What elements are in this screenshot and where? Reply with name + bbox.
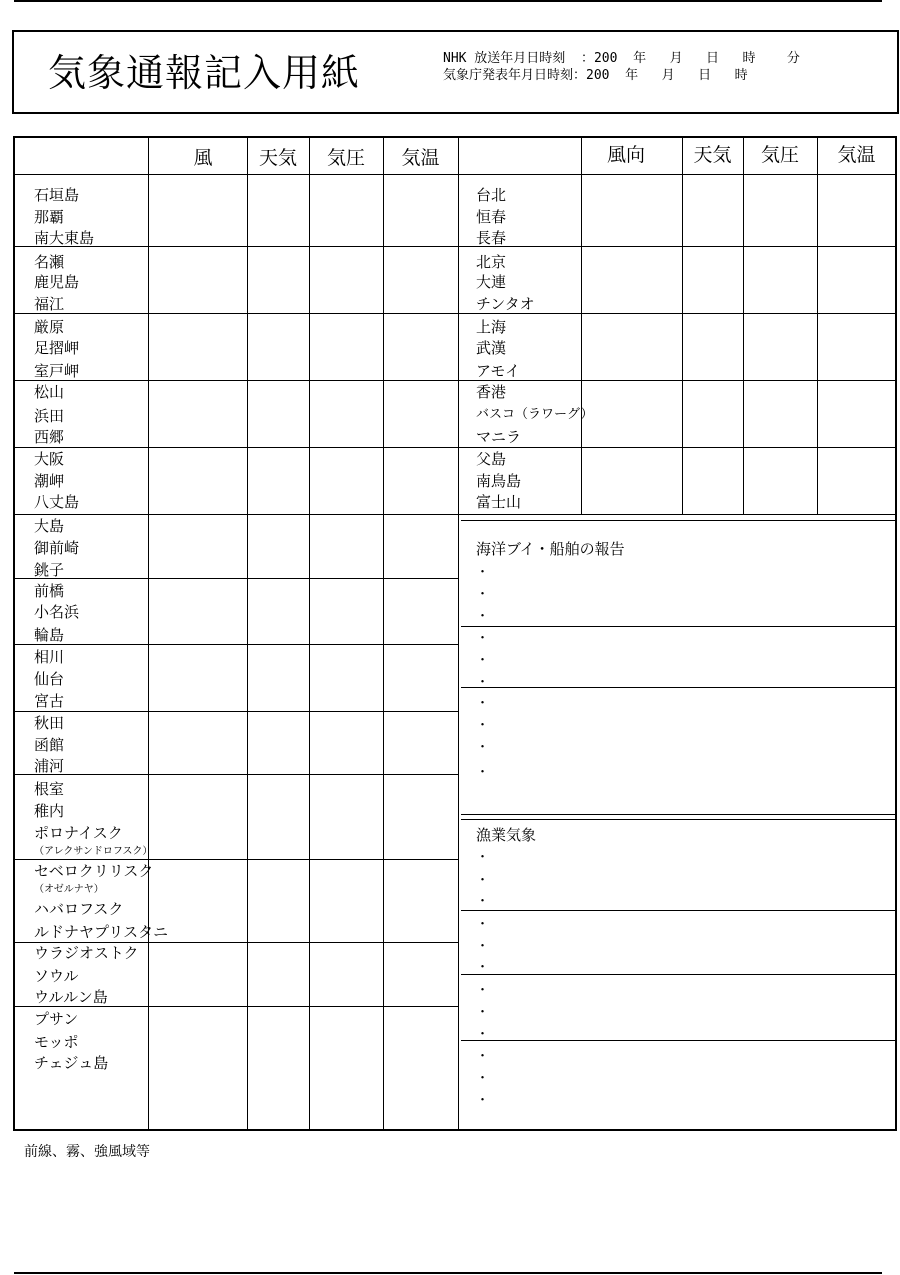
- buoy-divider: [461, 687, 896, 688]
- station-name: 足摺岬: [34, 339, 80, 357]
- station-name: プサン: [34, 1010, 79, 1028]
- station-name: 香港: [476, 383, 507, 401]
- left-row-divider: [14, 774, 458, 775]
- station-name: ポロナイスク: [34, 824, 123, 842]
- left-col-line-1: [148, 137, 149, 1130]
- station-name: 南大東島: [34, 229, 95, 247]
- station-name: 前橋: [34, 582, 65, 600]
- bullet: ・: [476, 675, 490, 690]
- station-name: ソウル: [34, 967, 79, 985]
- fishery-top-divider: [461, 819, 896, 820]
- bullet: ・: [476, 631, 490, 646]
- buoy-divider: [461, 626, 896, 627]
- station-name: 恒春: [476, 208, 507, 226]
- station-name: 松山: [34, 383, 65, 401]
- left-row-divider: [14, 942, 458, 943]
- station-name: チェジュ島: [34, 1054, 109, 1072]
- left-header-temp: 気温: [401, 147, 440, 169]
- left-row-divider: [14, 447, 458, 448]
- station-name: 武漢: [476, 339, 507, 357]
- bullet: ・: [476, 565, 490, 580]
- station-name: 大島: [34, 517, 65, 535]
- bullet: ・: [476, 894, 490, 909]
- station-name: アモイ: [476, 362, 520, 380]
- header-separator-left: [14, 174, 458, 175]
- bullet: ・: [476, 587, 490, 602]
- bullet: ・: [476, 939, 490, 954]
- bullet: ・: [476, 960, 490, 975]
- station-name: セベロクリリスク: [34, 862, 154, 880]
- left-col-line-3: [309, 137, 310, 1130]
- right-col-line-2: [682, 137, 683, 514]
- station-name: ウルルン島: [34, 988, 108, 1006]
- left-row-divider: [14, 380, 458, 381]
- bullet: ・: [476, 609, 490, 624]
- bullet: ・: [476, 1093, 490, 1108]
- station-name: ハバロフスク: [34, 900, 124, 918]
- fishery-divider: [461, 910, 896, 911]
- station-name: 根室: [34, 780, 65, 798]
- station-alias: （アレクサンドロフスク）: [34, 846, 153, 857]
- fishery-divider: [461, 974, 896, 975]
- main-table: [13, 136, 897, 1131]
- station-name: 稚内: [34, 802, 65, 820]
- fishery-divider: [461, 1040, 896, 1041]
- station-name: 鹿児島: [34, 273, 80, 291]
- top-rule: [14, 0, 882, 2]
- left-row-divider: [14, 644, 458, 645]
- bullet: ・: [476, 1049, 490, 1064]
- left-header-pressure: 気圧: [326, 147, 365, 169]
- bullet: ・: [476, 873, 490, 888]
- station-name: 石垣島: [34, 186, 80, 204]
- jma-release-time: 気象庁発表年月日時刻：200 年 月 日 時: [443, 68, 748, 83]
- station-name: ルドナヤプリスタニ: [34, 923, 169, 941]
- left-row-divider: [14, 313, 458, 314]
- bullet: ・: [476, 917, 490, 932]
- right-header-pressure: 気圧: [760, 144, 799, 166]
- right-col-line-3: [743, 137, 744, 514]
- fishery-section-title: 漁業気象: [476, 826, 537, 844]
- station-name: 長春: [476, 229, 507, 247]
- left-row-divider: [14, 1006, 458, 1007]
- station-name: 台北: [476, 186, 507, 204]
- right-header-wind-dir: 風向: [606, 144, 645, 166]
- left-row-divider: [14, 711, 458, 712]
- right-row-divider: [458, 246, 896, 247]
- station-name: 大阪: [34, 450, 65, 468]
- station-name: 輪島: [34, 626, 65, 644]
- station-name: 西郷: [34, 428, 65, 446]
- station-name: 南鳥島: [476, 472, 522, 490]
- station-name: 仙台: [34, 670, 65, 688]
- nhk-broadcast-time: NHK 放送年月日時刻 ：200 年 月 日 時 分: [443, 51, 800, 66]
- right-col-line-1: [581, 137, 582, 514]
- bullet: ・: [476, 1027, 490, 1042]
- left-header-wind: 風: [193, 147, 213, 169]
- station-name: 相川: [34, 648, 65, 666]
- station-name: 富士山: [476, 493, 522, 511]
- station-name: チンタオ: [476, 295, 535, 313]
- station-name: 宮古: [34, 692, 65, 710]
- right-col-line-4: [817, 137, 818, 514]
- station-name: 八丈島: [34, 493, 80, 511]
- footer-note: 前線、霧、強風域等: [24, 1144, 150, 1160]
- center-divider: [458, 137, 459, 1130]
- station-name: 厳原: [34, 318, 65, 336]
- bullet: ・: [476, 696, 490, 711]
- station-name: 潮岬: [34, 472, 65, 490]
- bullet: ・: [476, 740, 490, 755]
- station-name: 銚子: [34, 561, 65, 579]
- left-row-divider: [14, 514, 458, 515]
- left-col-line-4: [383, 137, 384, 1130]
- station-name: 浜田: [34, 407, 65, 425]
- left-header-weather: 天気: [258, 147, 297, 169]
- station-name: 北京: [476, 253, 507, 271]
- bullet: ・: [476, 765, 490, 780]
- right-header-weather: 天気: [693, 144, 732, 166]
- right-row-divider: [458, 514, 896, 515]
- bullet: ・: [476, 850, 490, 865]
- station-name: 那覇: [34, 208, 65, 226]
- station-name: 室戸岬: [34, 362, 80, 380]
- buoy-section-title: 海洋ブイ・船舶の報告: [476, 540, 625, 558]
- station-name: マニラ: [476, 428, 522, 446]
- station-name: ウラジオストク: [34, 944, 139, 962]
- left-row-divider: [14, 578, 458, 579]
- right-row-divider: [458, 313, 896, 314]
- station-name: 福江: [34, 295, 65, 313]
- right-row-divider: [461, 520, 896, 521]
- station-name: モッポ: [34, 1033, 79, 1051]
- station-name: バスコ（ラワーグ）: [476, 407, 594, 422]
- station-name: 浦河: [34, 757, 65, 775]
- right-row-divider: [458, 447, 896, 448]
- bottom-rule: [14, 1272, 882, 1274]
- station-alias: （オゼルナヤ）: [34, 884, 104, 895]
- left-col-line-2: [247, 137, 248, 1130]
- station-name: 函館: [34, 736, 65, 754]
- bullet: ・: [476, 718, 490, 733]
- bullet: ・: [476, 653, 490, 668]
- fishery-top-divider: [461, 814, 896, 815]
- station-name: 小名浜: [34, 603, 80, 621]
- station-name: 父島: [476, 450, 507, 468]
- form-title: 気象通報記入用紙: [48, 51, 361, 95]
- right-row-divider: [458, 380, 896, 381]
- bullet: ・: [476, 1071, 490, 1086]
- bullet: ・: [476, 983, 490, 998]
- station-name: 御前崎: [34, 539, 80, 557]
- right-header-temp: 気温: [837, 144, 876, 166]
- station-name: 名瀬: [34, 253, 65, 271]
- bullet: ・: [476, 1005, 490, 1020]
- station-name: 秋田: [34, 714, 65, 732]
- station-name: 上海: [476, 318, 507, 336]
- station-name: 大連: [476, 273, 507, 291]
- header-separator-right: [458, 174, 896, 175]
